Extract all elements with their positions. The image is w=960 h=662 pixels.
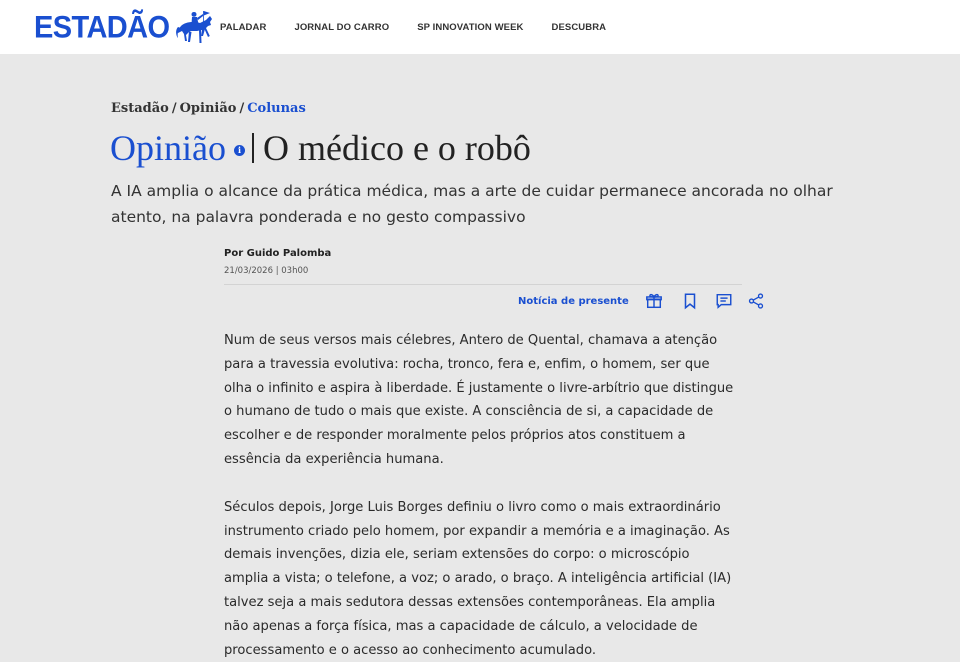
breadcrumb-item-opiniao[interactable]: Opinião — [179, 101, 237, 116]
logo-text: ESTADÃO — [34, 10, 170, 45]
bookmark-icon[interactable] — [679, 290, 701, 312]
article-body — [224, 329, 738, 662]
author-byline: Por Guido Palomba — [224, 248, 332, 259]
estadao-logo[interactable] — [34, 8, 219, 48]
article-actions — [518, 290, 767, 312]
comment-icon[interactable] — [713, 290, 735, 312]
top-nav — [220, 0, 634, 54]
publish-date: 21/03/2026 | 03h00 — [224, 266, 309, 276]
share-icon[interactable] — [745, 290, 767, 312]
breadcrumb-item-colunas[interactable]: Colunas — [247, 101, 306, 116]
breadcrumb-item-estadao[interactable]: Estadão — [111, 101, 169, 116]
nav-item-sp-innovation-week[interactable]: SP INNOVATION WEEK — [417, 21, 524, 33]
article-subtitle: A IA amplia o alcance da prática médica, mas a arte de cuidar permanece ancorada no olhar atento, na palavra ponderada e no gesto compassivo — [111, 182, 833, 226]
info-icon[interactable]: i — [234, 145, 245, 156]
article-content — [0, 54, 960, 658]
page-title: O médico e o robô — [262, 128, 531, 168]
gift-article-button[interactable]: Notícia de presente — [518, 295, 629, 307]
horse-rider-icon — [175, 8, 219, 48]
breadcrumb-separator: / — [239, 101, 245, 116]
nav-item-paladar[interactable]: PALADAR — [220, 21, 267, 33]
breadcrumb-separator: / — [171, 101, 177, 116]
byline-divider — [224, 284, 742, 285]
nav-item-descubra[interactable]: DESCUBRA — [551, 21, 607, 33]
article-paragraph: Séculos depois, Jorge Luis Borges definiu o livro como o mais extraordinário instrumento criado pelo homem, por expandir a memória e a imaginação. As demais invenções, dizia ele, seriam extensões do corpo: o microscópio amplia a vista; o telefone, a voz; o arado, o braço. A inteligência artificial (IA) talvez seja a mais sedutora dessas extensões contemporâneas. Ela amplia não apenas a força física, mas a capacidade de cálculo, a velocidade de processamento e o acesso ao conhecimento acumulado. — [224, 499, 732, 658]
title-divider — [252, 133, 254, 163]
top-header — [0, 0, 960, 54]
breadcrumb — [111, 101, 306, 116]
gift-icon[interactable] — [643, 290, 665, 312]
article-paragraph: Num de seus versos mais célebres, Antero de Quental, chamava a atenção para a travessia evolutiva: rocha, tronco, fera e, enfim, o homem, ser que olha o infinito e aspira à liberdade. É justamente o livre-arbítrio que distingue o humano de tudo o mais que existe. A consciência de si, a capacidade de escolher e de responder moralmente pelos próprios atos constituem a essência da experiência humana. — [224, 333, 734, 467]
article-title — [110, 127, 531, 169]
section-link[interactable]: Opinião — [110, 128, 226, 168]
nav-item-jornal-do-carro[interactable]: JORNAL DO CARRO — [294, 21, 390, 33]
